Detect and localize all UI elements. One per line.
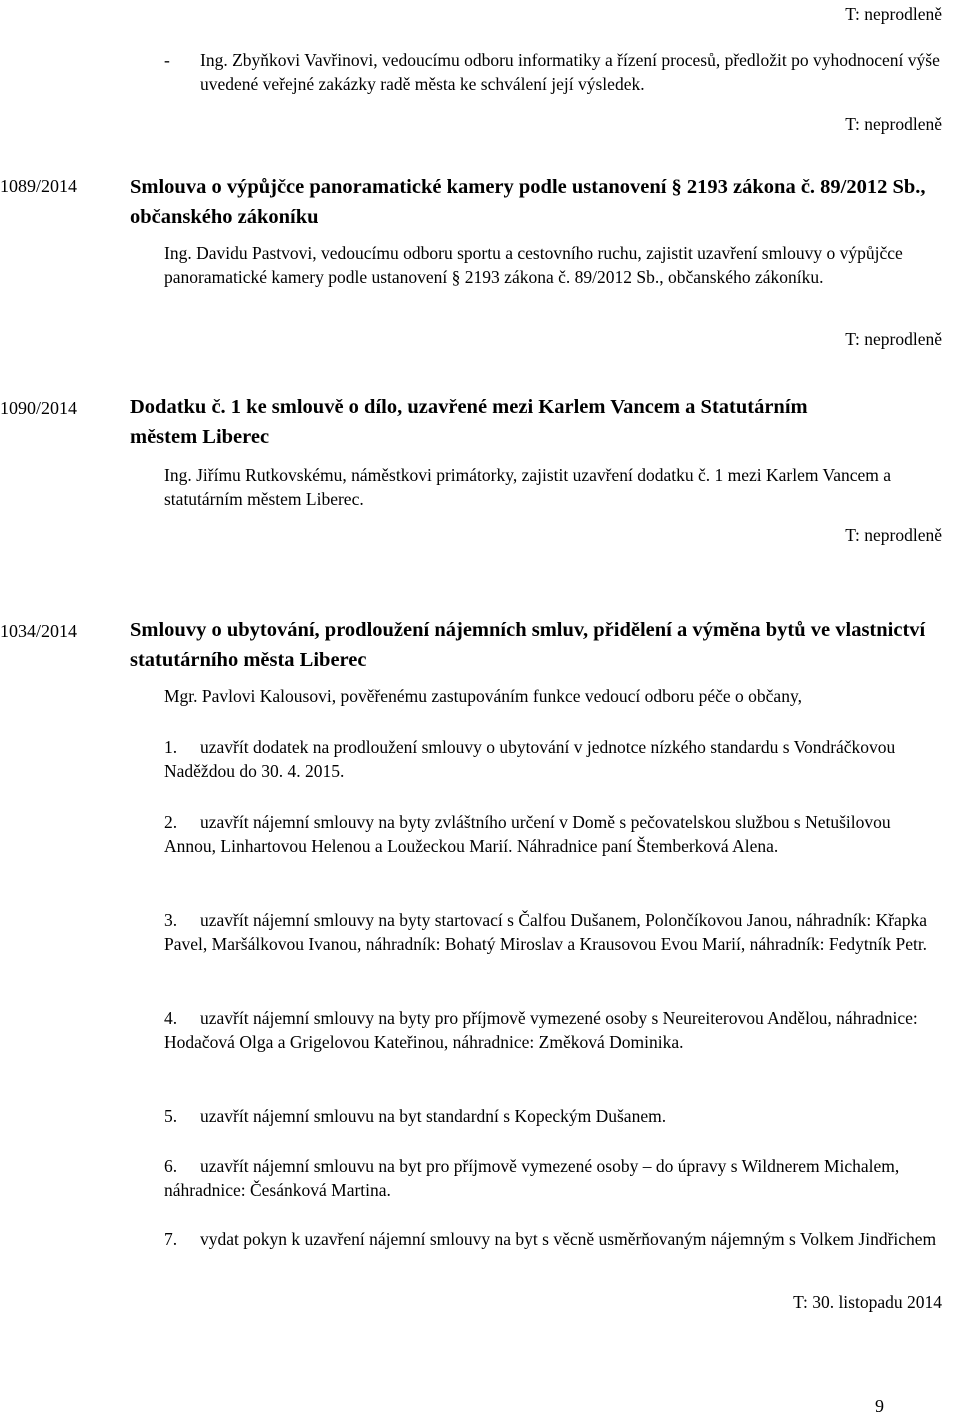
resolution-number: 1089/2014 xyxy=(0,176,78,196)
list-item-text: uzavřít nájemní smlouvy na byty zvláštního určení v Domě s pečovatelskou službou s Netušilovou Annou, Linhartovou Helenou a Loužeckou Marií. Náhradnice paní Štemberková Alena. xyxy=(164,812,891,856)
list-item-text: uzavřít dodatek na prodloužení smlouvy o ubytování v jednotce nízkého standardu s Vondráčkovou Naděždou do 30. 4. 2015. xyxy=(164,737,896,781)
resolution-body: Mgr. Pavlovi Kalousovi, pověřenému zastupováním funkce vedoucí odboru péče o občany, xyxy=(164,686,802,706)
list-item xyxy=(164,735,944,783)
resolution-number: 1034/2014 xyxy=(0,621,78,641)
list-item-text: uzavřít nájemní smlouvu na byt pro příjmově vymezené osoby – do úpravy s Wildnerem Michalem, náhradnice: Česánková Martina. xyxy=(164,1156,900,1200)
top-item-text: Ing. Zbyňkovi Vavřinovi, vedoucímu odboru informatiky a řízení procesů, předložit po vyhodnocení výše uvedené veřejné zakázky radě města ke schválení její výsledek. xyxy=(200,50,940,94)
list-item xyxy=(164,1104,944,1128)
resolution-title: Smlouva o výpůjčce panoramatické kamery podle ustanovení § 2193 zákona č. 89/2012 Sb., občanského zákoníku xyxy=(130,176,926,228)
list-item-number: 7. xyxy=(164,1229,178,1249)
dash-marker: - xyxy=(164,50,170,70)
header-deadline: T: neprodleně xyxy=(845,4,942,24)
list-item-number: 2. xyxy=(164,812,178,832)
resolution-title: Smlouvy o ubytování, prodloužení nájemních smluv, přidělení a výměna bytů ve vlastnictví statutárního města Liberec xyxy=(130,619,926,671)
list-item-number: 6. xyxy=(164,1156,178,1176)
list-item-number: 3. xyxy=(164,910,178,930)
resolution-deadline: T: 30. listopadu 2014 xyxy=(793,1292,942,1312)
list-item-number: 5. xyxy=(164,1106,178,1126)
resolution-body: Ing. Davidu Pastvovi, vedoucímu odboru sportu a cestovního ruchu, zajistit uzavření smlouvy o výpůjčce panoramatické kamery podle ustanovení § 2193 zákona č. 89/2012 Sb., občanského zákoníku. xyxy=(164,243,903,287)
page-number: 9 xyxy=(875,1396,884,1416)
list-item xyxy=(164,1227,944,1251)
list-item-text: uzavřít nájemní smlouvu na byt standardní s Kopeckým Dušanem. xyxy=(200,1106,667,1126)
top-item-deadline: T: neprodleně xyxy=(845,114,942,134)
resolution-deadline: T: neprodleně xyxy=(845,329,942,349)
list-item xyxy=(164,810,944,858)
resolution-deadline: T: neprodleně xyxy=(845,525,942,545)
list-item xyxy=(164,1154,944,1202)
resolution-number: 1090/2014 xyxy=(0,398,78,418)
list-item xyxy=(164,1006,944,1054)
list-item-number: 1. xyxy=(164,737,178,757)
resolution-title: Dodatku č. 1 ke smlouvě o dílo, uzavřené mezi Karlem Vancem a Statutárním městem Liberec xyxy=(130,396,808,448)
list-item-number: 4. xyxy=(164,1008,178,1028)
list-item-text: vydat pokyn k uzavření nájemní smlouvy na byt s věcně usměrňovaným nájemným s Volkem Jindřichem xyxy=(200,1229,937,1249)
list-item-text: uzavřít nájemní smlouvy na byty pro příjmově vymezené osoby s Neureiterovou Andělou, náhradnice: Hodačová Olga a Grigelovou Kateřinou, náhradnice: Změková Dominika. xyxy=(164,1008,918,1052)
list-item-text: uzavřít nájemní smlouvy na byty startovací s Čalfou Dušanem, Polončíkovou Janou, náhradník: Křapka Pavel, Maršálkovou Ivanou, náhradník: Bohatý Miroslav a Krausovou Evou Marií, náhradník: Fedytník Petr. xyxy=(164,910,928,954)
list-item xyxy=(164,908,944,956)
resolution-body: Ing. Jiřímu Rutkovskému, náměstkovi primátorky, zajistit uzavření dodatku č. 1 mezi Karlem Vancem a statutárním městem Liberec. xyxy=(164,465,892,509)
